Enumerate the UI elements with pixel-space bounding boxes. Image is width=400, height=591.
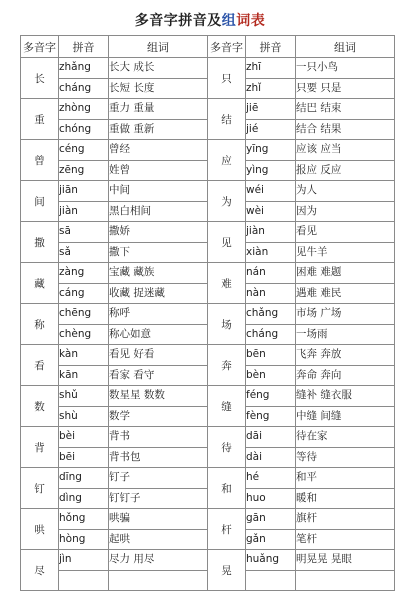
polyphone-char: 背 (21, 427, 59, 468)
words-cell: 待在家 (296, 427, 395, 448)
pinyin-cell (246, 570, 296, 591)
polyphone-char: 看 (21, 345, 59, 386)
words-cell: 背书包 (109, 447, 208, 468)
pinyin-cell: wéi (246, 181, 296, 202)
polyphone-table (20, 35, 395, 591)
pinyin-cell: shǔ (59, 386, 109, 407)
words-cell: 明晃晃 晃眼 (296, 550, 395, 571)
table-row (21, 386, 395, 407)
pinyin-cell: jié (246, 119, 296, 140)
pinyin-cell: chēng (59, 304, 109, 325)
words-cell: 飞奔 奔放 (296, 345, 395, 366)
words-cell: 暖和 (296, 488, 395, 509)
words-cell: 数星星 数数 (109, 386, 208, 407)
words-cell: 报应 反应 (296, 160, 395, 181)
words-cell: 起哄 (109, 529, 208, 550)
pinyin-cell: wèi (246, 201, 296, 222)
words-cell (296, 570, 395, 591)
pinyin-cell: bēn (246, 345, 296, 366)
pinyin-cell: shù (59, 406, 109, 427)
words-cell: 结合 结果 (296, 119, 395, 140)
pinyin-cell: zhī (246, 58, 296, 79)
words-cell: 哄骗 (109, 509, 208, 530)
words-cell: 黑白相间 (109, 201, 208, 222)
header-words: 组词 (109, 36, 208, 58)
pinyin-cell: zhǐ (246, 78, 296, 99)
pinyin-cell: yīng (246, 140, 296, 161)
pinyin-cell: sā (59, 222, 109, 243)
words-cell: 背书 (109, 427, 208, 448)
header-pinyin: 拼音 (246, 36, 296, 58)
words-cell: 看见 好看 (109, 345, 208, 366)
words-cell: 看家 看守 (109, 365, 208, 386)
words-cell: 一场雨 (296, 324, 395, 345)
pinyin-cell: dài (246, 447, 296, 468)
pinyin-cell: hòng (59, 529, 109, 550)
words-cell: 和平 (296, 468, 395, 489)
polyphone-char: 为 (208, 181, 246, 222)
pinyin-cell: jiàn (246, 222, 296, 243)
words-cell: 钉子 (109, 468, 208, 489)
pinyin-cell (59, 570, 109, 591)
words-cell: 曾经 (109, 140, 208, 161)
table-row (21, 263, 395, 284)
table-row (21, 222, 395, 243)
pinyin-cell: dìng (59, 488, 109, 509)
words-cell: 因为 (296, 201, 395, 222)
words-cell: 奔命 奔向 (296, 365, 395, 386)
words-cell: 重力 重量 (109, 99, 208, 120)
table-row (21, 345, 395, 366)
pinyin-cell: bēi (59, 447, 109, 468)
words-cell: 只要 只是 (296, 78, 395, 99)
words-cell: 称呼 (109, 304, 208, 325)
words-cell (109, 570, 208, 591)
pinyin-cell: chóng (59, 119, 109, 140)
polyphone-char: 哄 (21, 509, 59, 550)
polyphone-char: 缝 (208, 386, 246, 427)
pinyin-cell: huǎng (246, 550, 296, 571)
polyphone-char: 尽 (21, 550, 59, 591)
words-cell: 缝补 缝衣服 (296, 386, 395, 407)
pinyin-cell: gān (246, 509, 296, 530)
polyphone-char: 杆 (208, 509, 246, 550)
words-cell: 遇难 难民 (296, 283, 395, 304)
polyphone-char: 和 (208, 468, 246, 509)
words-cell: 尽力 用尽 (109, 550, 208, 571)
pinyin-cell: huo (246, 488, 296, 509)
polyphone-char: 间 (21, 181, 59, 222)
pinyin-cell: jiē (246, 99, 296, 120)
pinyin-cell: zēng (59, 160, 109, 181)
pinyin-cell: dāi (246, 427, 296, 448)
polyphone-char: 待 (208, 427, 246, 468)
words-cell: 结巴 结束 (296, 99, 395, 120)
pinyin-cell: fèng (246, 406, 296, 427)
pinyin-cell: xiàn (246, 242, 296, 263)
pinyin-cell: nán (246, 263, 296, 284)
pinyin-cell: sǎ (59, 242, 109, 263)
polyphone-char: 奔 (208, 345, 246, 386)
words-cell: 长短 长度 (109, 78, 208, 99)
pinyin-cell: kān (59, 365, 109, 386)
words-cell: 看见 (296, 222, 395, 243)
table-row (21, 550, 395, 571)
words-cell: 数学 (109, 406, 208, 427)
pinyin-cell: nàn (246, 283, 296, 304)
pinyin-cell: bèn (246, 365, 296, 386)
title-part-1: 多音字拼音及 (134, 13, 222, 29)
table-row (21, 140, 395, 161)
pinyin-cell: cáng (59, 283, 109, 304)
pinyin-cell: zhǎng (59, 58, 109, 79)
table-row (21, 99, 395, 120)
pinyin-cell: cháng (246, 324, 296, 345)
polyphone-char: 见 (208, 222, 246, 263)
polyphone-char: 长 (21, 58, 59, 99)
polyphone-char: 只 (208, 58, 246, 99)
pinyin-cell: féng (246, 386, 296, 407)
table-row (21, 304, 395, 325)
title-part-2: 组 (221, 13, 237, 29)
table-row (21, 181, 395, 202)
pinyin-cell: jìn (59, 550, 109, 571)
polyphone-char: 撒 (21, 222, 59, 263)
pinyin-cell: bèi (59, 427, 109, 448)
words-cell: 收藏 捉迷藏 (109, 283, 208, 304)
pinyin-cell: hǒng (59, 509, 109, 530)
words-cell: 中间 (109, 181, 208, 202)
header-words: 组词 (296, 36, 395, 58)
table-row (21, 427, 395, 448)
words-cell: 宝藏 藏族 (109, 263, 208, 284)
pinyin-cell: kàn (59, 345, 109, 366)
pinyin-cell: céng (59, 140, 109, 161)
polyphone-char: 结 (208, 99, 246, 140)
pinyin-cell: zhòng (59, 99, 109, 120)
words-cell: 笔杆 (296, 529, 395, 550)
words-cell: 一只小鸟 (296, 58, 395, 79)
words-cell: 等待 (296, 447, 395, 468)
pinyin-cell: zàng (59, 263, 109, 284)
pinyin-cell: jiān (59, 181, 109, 202)
words-cell: 撒下 (109, 242, 208, 263)
polyphone-char: 晃 (208, 550, 246, 591)
pinyin-cell: hé (246, 468, 296, 489)
header-polyphone: 多音字 (208, 36, 246, 58)
polyphone-char: 称 (21, 304, 59, 345)
polyphone-char: 藏 (21, 263, 59, 304)
words-cell: 撒娇 (109, 222, 208, 243)
words-cell: 称心如意 (109, 324, 208, 345)
polyphone-char: 重 (21, 99, 59, 140)
page-title (0, 10, 400, 30)
polyphone-char: 曾 (21, 140, 59, 181)
pinyin-cell: dīng (59, 468, 109, 489)
pinyin-cell: yìng (246, 160, 296, 181)
words-cell: 困难 难题 (296, 263, 395, 284)
words-cell: 见牛羊 (296, 242, 395, 263)
table-row (21, 58, 395, 79)
table-row (21, 509, 395, 530)
pinyin-cell: jiàn (59, 201, 109, 222)
words-cell: 旗杆 (296, 509, 395, 530)
words-cell: 重做 重新 (109, 119, 208, 140)
header-polyphone: 多音字 (21, 36, 59, 58)
header-pinyin: 拼音 (59, 36, 109, 58)
polyphone-char: 场 (208, 304, 246, 345)
polyphone-char: 难 (208, 263, 246, 304)
pinyin-cell: chǎng (246, 304, 296, 325)
polyphone-char: 应 (208, 140, 246, 181)
polyphone-char: 数 (21, 386, 59, 427)
pinyin-cell: cháng (59, 78, 109, 99)
pinyin-cell: chèng (59, 324, 109, 345)
table-row (21, 468, 395, 489)
words-cell: 姓曾 (109, 160, 208, 181)
polyphone-char: 钉 (21, 468, 59, 509)
title-part-3: 词表 (236, 13, 266, 29)
table-header-row (21, 36, 395, 58)
words-cell: 中缝 间缝 (296, 406, 395, 427)
words-cell: 长大 成长 (109, 58, 208, 79)
words-cell: 市场 广场 (296, 304, 395, 325)
words-cell: 钉钉子 (109, 488, 208, 509)
pinyin-cell: gǎn (246, 529, 296, 550)
words-cell: 为人 (296, 181, 395, 202)
words-cell: 应该 应当 (296, 140, 395, 161)
